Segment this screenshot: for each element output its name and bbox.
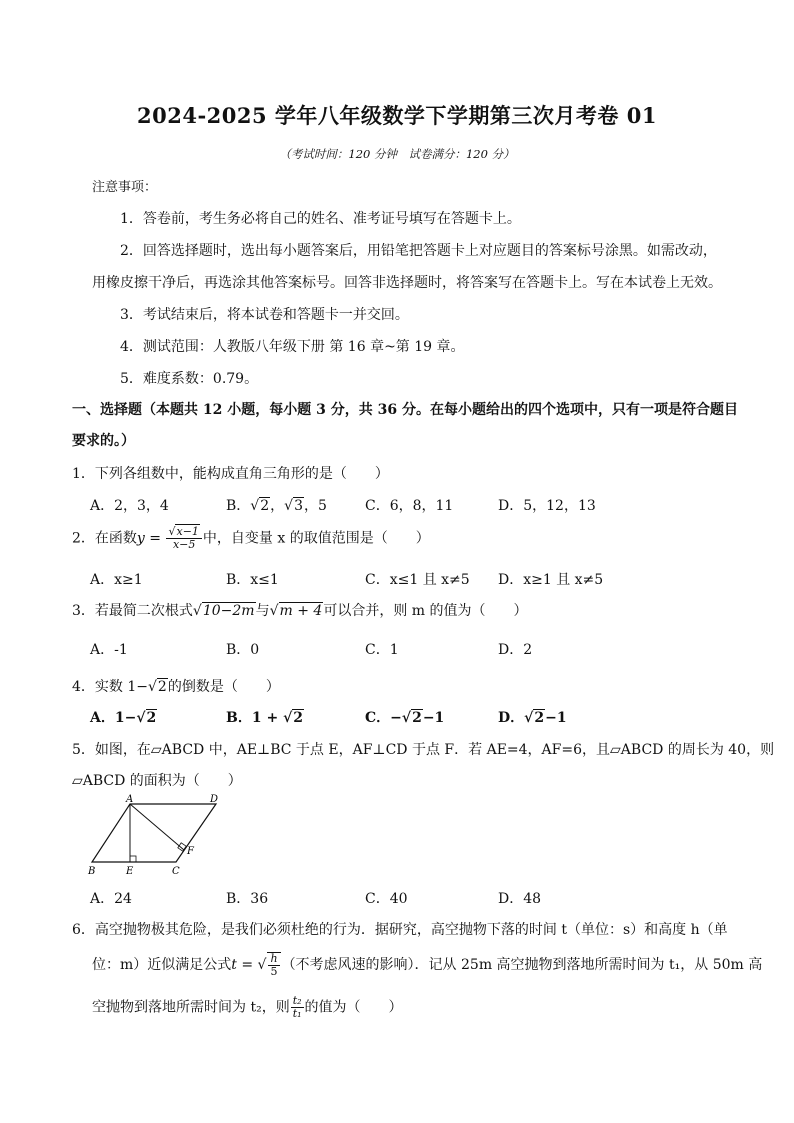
q5-option-a: A．24 <box>90 891 132 907</box>
question-4-stem: 4．实数 1−√2的倒数是（ ） <box>72 679 280 695</box>
section-heading-cont: 要求的。） <box>72 433 135 449</box>
question-6-line2: 位：m）近似满足公式t = √ $\frac{h}{5}$ （不考虑风速的影响）．记从 25m 高空抛物到落地所需时间为 t₁，从 50m 高 <box>92 952 763 978</box>
question-6-stem: 6．高空抛物极其危险，是我们必须杜绝的行为．据研究，高空抛物下落的时间 t（单位：s）和高度 h（单 <box>72 922 728 938</box>
q3-option-d: D．2 <box>498 642 533 658</box>
label-a: A <box>126 794 134 805</box>
q5-option-d: D．48 <box>498 891 542 907</box>
q5-option-c: C．40 <box>365 891 408 907</box>
q2-option-c: C．x≤1 且 x≠5 <box>365 572 470 588</box>
question-5-stem-cont: ▱ABCD 的面积为（ ） <box>72 773 242 789</box>
question-1-stem: 1．下列各组数中，能构成直角三角形的是（ ） <box>72 466 389 482</box>
page-title: 2024-2025 学年八年级数学下学期第三次月考卷 01 <box>137 103 657 128</box>
q1-option-c: C．6，8，11 <box>365 498 454 514</box>
q4-option-a: A．1−√2 <box>90 710 157 726</box>
note-item: 1．答卷前，考生务必将自己的姓名、准考证号填写在答题卡上。 <box>120 211 521 227</box>
q2-option-a: A．x≥1 <box>90 572 143 588</box>
section-heading: 一、选择题（本题共 12 小题，每小题 3 分，共 36 分。在每小题给出的四个选项中，只有一项是符合题目 <box>72 402 738 418</box>
label-e: E <box>126 866 134 877</box>
label-d: D <box>210 794 219 805</box>
note-item: 用橡皮擦干净后，再选涂其他答案标号。回答非选择题时，将答案写在答题卡上。写在本试卷上无效。 <box>92 275 722 291</box>
q4-option-c: C．−√2−1 <box>365 710 445 726</box>
label-b: B <box>88 866 96 877</box>
label-c: C <box>172 866 180 877</box>
q3-option-a: A．-1 <box>90 642 128 658</box>
q2-option-b: B．x≤1 <box>226 572 279 588</box>
q1-option-a: A．2，3，4 <box>90 498 169 514</box>
question-3-stem: 3．若最简二次根式√10−2m与√m + 4可以合并，则 m 的值为（ ） <box>72 603 528 619</box>
notes-heading: 注意事项： <box>92 180 158 195</box>
note-item: 4．测试范围：人教版八年级下册 第 16 章~第 19 章。 <box>120 339 465 355</box>
q2-option-d: D．x≥1 且 x≠5 <box>498 572 604 588</box>
parallelogram-figure <box>86 794 226 880</box>
q2-fraction: $\frac{√x-1}{x-5}$ <box>166 526 201 551</box>
question-2-stem: 2．在函数y = $\frac{√x-1}{x-5}$ 中，自变量 x 的取值范围是（ ） <box>72 525 430 551</box>
q5-option-b: B．36 <box>226 891 269 907</box>
q3-option-c: C．1 <box>365 642 399 658</box>
q3-option-b: B．0 <box>226 642 260 658</box>
label-f: F <box>187 846 194 857</box>
q4-option-b: B．1 + √2 <box>226 710 304 726</box>
question-6-line3: 空抛物到落地所需时间为 t₂，则 $\frac{\text{t₂}}{\text{t₁}}$ 的值为（ ） <box>92 994 403 1020</box>
exam-time-note: （考试时间：120 分钟 试卷满分：120 分） <box>279 147 515 161</box>
question-5-stem: 5．如图，在▱ABCD 中，AE⊥BC 于点 E，AF⊥CD 于点 F．若 AE=4，AF=6，且▱ABCD 的周长为 40，则 <box>72 742 775 758</box>
note-item: 3．考试结束后，将本试卷和答题卡一并交回。 <box>120 307 409 323</box>
note-item: 2．回答选择题时，选出每小题答案后，用铅笔把答题卡上对应题目的答案标号涂黑。如需改动， <box>120 243 717 259</box>
q1-option-b: B．√2，√3，5 <box>226 498 327 514</box>
note-item: 5．难度系数：0.79。 <box>120 371 259 387</box>
q4-option-d: D．√2−1 <box>498 710 567 726</box>
q1-option-d: D．5，12，13 <box>498 498 596 514</box>
